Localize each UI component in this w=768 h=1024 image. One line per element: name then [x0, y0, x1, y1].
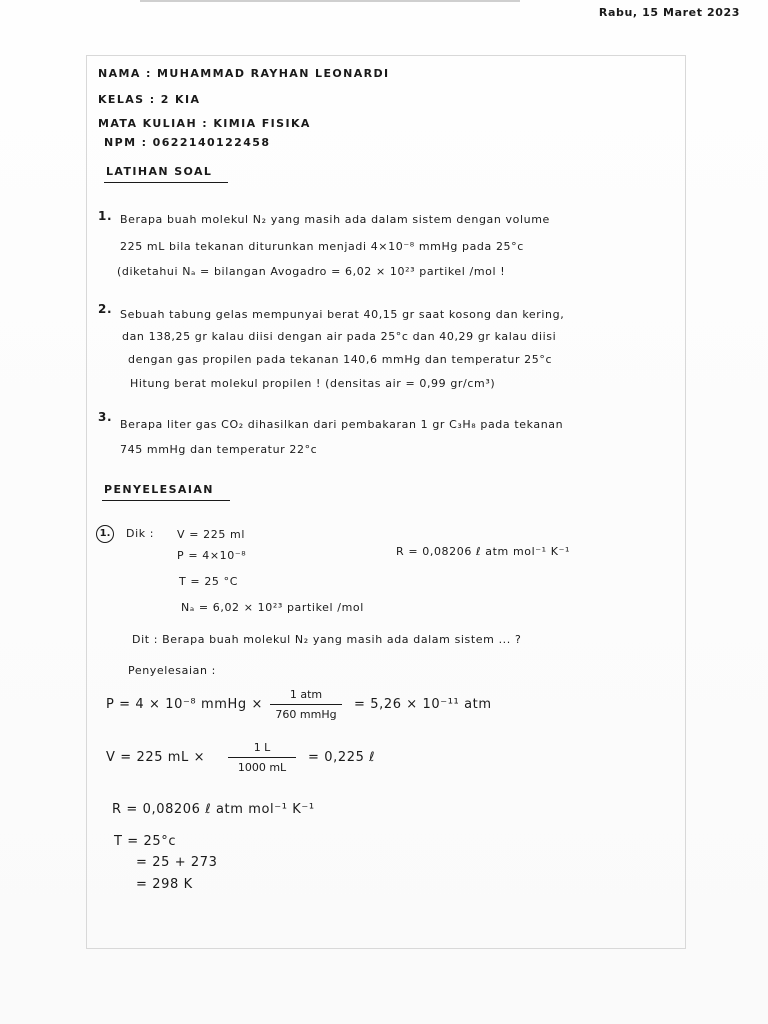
t-value-2: = 25 + 273 [136, 855, 218, 870]
dik-gas-constant: R = 0,08206 ℓ atm mol⁻¹ K⁻¹ [396, 545, 570, 558]
q3-line1: Berapa liter gas CO₂ dihasilkan dari pembakaran 1 gr C₃H₈ pada tekanan [120, 418, 564, 431]
p-calc-result: = 5,26 × 10⁻¹¹ atm [354, 697, 492, 712]
dik-avogadro: Nₐ = 6,02 × 10²³ partikel /mol [181, 601, 364, 614]
p-calc-numerator: 1 atm [289, 688, 323, 701]
dik-temperature: T = 25 °C [179, 575, 239, 588]
dik-pressure: P = 4×10⁻⁸ [177, 549, 247, 562]
page-edge-line [140, 0, 520, 2]
v-calc-fraction [228, 741, 296, 774]
t-value-1: T = 25°c [114, 834, 177, 849]
latihan-title: LATIHAN SOAL [106, 165, 213, 178]
q3-number: 3. [98, 410, 113, 424]
penyelesaian-title: PENYELESAIAN [104, 483, 214, 496]
dit-line: Dit : Berapa buah molekul N₂ yang masih ada dalam sistem ... ? [132, 633, 522, 646]
course-line: MATA KULIAH : KIMIA FISIKA [98, 117, 311, 130]
q3-line2: 745 mmHg dan temperatur 22°c [120, 443, 318, 456]
dik-label: Dik : [126, 527, 155, 540]
t-value-3: = 298 K [136, 877, 193, 892]
p-calc-fraction-bar [270, 704, 342, 705]
p-calc-denominator: 760 mmHg [275, 708, 337, 721]
name-line: NAMA : MUHAMMAD RAYHAN LEONARDI [98, 67, 390, 80]
v-calc-denominator: 1000 mL [237, 761, 287, 774]
p-calc-left: P = 4 × 10⁻⁸ mmHg × [106, 697, 263, 712]
solution-1-circle: 1. [96, 525, 114, 543]
penyelesaian-underline [102, 500, 230, 501]
latihan-underline [104, 182, 228, 183]
class-line: KELAS : 2 KIA [98, 93, 201, 106]
q1-line1: Berapa buah molekul N₂ yang masih ada dalam sistem dengan volume [120, 213, 550, 226]
v-calc-numerator: 1 L [253, 741, 271, 754]
q1-line3: (diketahui Nₐ = bilangan Avogadro = 6,02 × 10²³ partikel /mol ! [117, 265, 506, 278]
q2-line4: Hitung berat molekul propilen ! (densitas air = 0,99 gr/cm³) [130, 377, 496, 390]
dik-volume: V = 225 ml [177, 528, 245, 541]
r-value: R = 0,08206 ℓ atm mol⁻¹ K⁻¹ [112, 802, 315, 817]
npm-line: NPM : 0622140122458 [104, 136, 271, 149]
q1-number: 1. [98, 209, 113, 223]
v-calc-left: V = 225 mL × [106, 750, 206, 765]
v-calc-result: = 0,225 ℓ [308, 750, 376, 765]
q1-line2: 225 mL bila tekanan diturunkan menjadi 4×10⁻⁸ mmHg pada 25°c [120, 240, 524, 253]
v-calc-fraction-bar [228, 757, 296, 758]
q2-number: 2. [98, 302, 113, 316]
q2-line1: Sebuah tabung gelas mempunyai berat 40,15 gr saat kosong dan kering, [120, 308, 565, 321]
date-label: Rabu, 15 Maret 2023 [598, 6, 740, 19]
p-calc-fraction [270, 688, 342, 721]
penyelesaian-label: Penyelesaian : [128, 664, 216, 677]
q2-line2: dan 138,25 gr kalau diisi dengan air pada 25°c dan 40,29 gr kalau diisi [122, 330, 557, 343]
q2-line3: dengan gas propilen pada tekanan 140,6 mmHg dan temperatur 25°c [128, 353, 553, 366]
